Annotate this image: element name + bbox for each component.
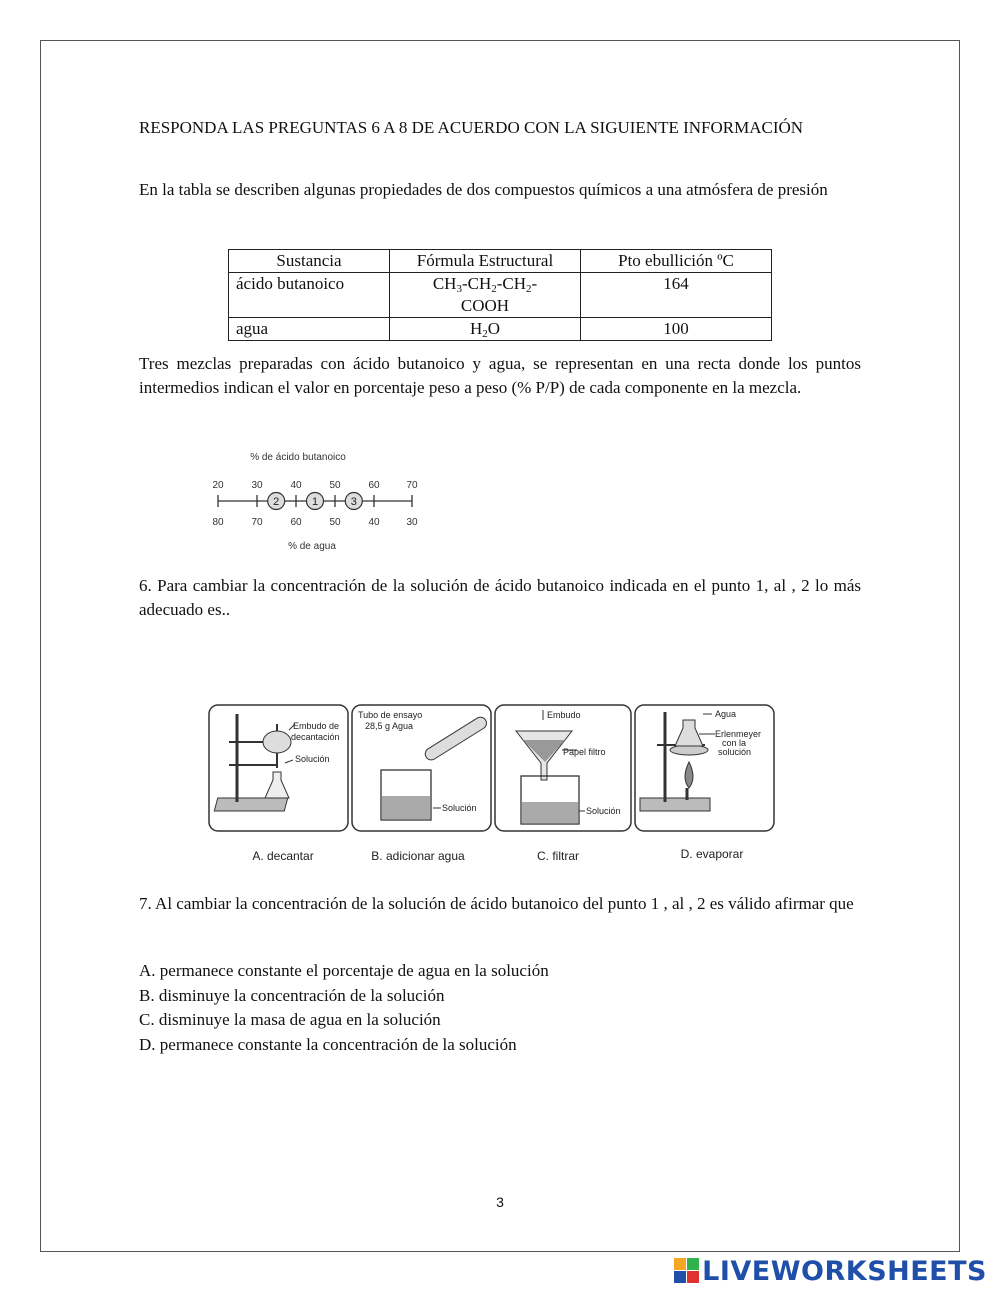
label-text: Papel filtro [563, 747, 606, 757]
tick-label: 30 [251, 480, 263, 491]
stand-base-icon [214, 798, 287, 811]
label-text: Solución [295, 754, 330, 764]
caption-evaporar: D. evaporar [680, 847, 744, 861]
caption-adicionar-agua: B. adicionar agua [371, 849, 465, 863]
header-substance: Sustancia [229, 250, 390, 273]
tick-label: 70 [251, 517, 263, 528]
tick-label: 60 [290, 517, 302, 528]
label-text: con la [722, 738, 747, 748]
option-a[interactable]: A. permanece constante el porcentaje de agua en la solución [139, 961, 549, 980]
caption-filtrar: C. filtrar [537, 849, 579, 863]
brand-name: LIVEWORKSHEETS [702, 1255, 987, 1287]
cell-boiling-point: 100 [581, 318, 772, 341]
logo-blocks-icon [674, 1258, 700, 1284]
separatory-funnel-icon [263, 731, 291, 753]
test-tube-icon [423, 715, 489, 762]
tick-label: 30 [406, 517, 418, 528]
label-text: Embudo de [293, 721, 340, 731]
erlenmeyer-icon [675, 720, 703, 746]
panel-filtrar [495, 705, 631, 863]
label-text: Solución [586, 806, 621, 816]
option-d[interactable]: D. permanece constante la concentración de la solución [139, 1034, 517, 1054]
properties-table [228, 249, 772, 341]
tick-label: 60 [368, 480, 380, 491]
panel-adicionar-agua [352, 705, 491, 863]
label-text: Erlenmeyer [715, 729, 762, 739]
header-boiling-point: Pto ebullición ºC [581, 250, 772, 273]
header-formula: Fórmula Estructural [390, 250, 581, 273]
cell-substance: ácido butanoico [229, 273, 390, 318]
tick-label: 20 [212, 480, 224, 491]
mixture-point-label: 3 [350, 496, 357, 508]
panel-decantar [209, 705, 348, 863]
flask-icon [265, 772, 289, 798]
table-row [229, 318, 772, 341]
tick-label: 40 [290, 480, 302, 491]
cell-formula-butanoic: $CH_3-CH_2-CH_2-$ COOH [390, 273, 581, 318]
intro-text: En la tabla se describen algunas propiedades de dos compuestos químicos a una atmósfera de presión [139, 180, 828, 199]
lab-procedures-figure [205, 700, 780, 870]
liveworksheets-logo [674, 1256, 987, 1286]
label-text: Tubo de ensayo [358, 710, 423, 720]
label-text: Agua [715, 709, 737, 719]
tick-label: 40 [368, 517, 380, 528]
question-6: 6. Para cambiar la concentración de la solución de ácido butanoico indicada en el punto 1, al , 2 lo más adecuado es.. [139, 576, 861, 619]
option-c[interactable]: C. disminuye la masa de agua en la solución [139, 1010, 441, 1029]
panel-evaporar [635, 705, 774, 861]
tick-label: 80 [212, 517, 224, 528]
question-7: 7. Al cambiar la concentración de la solución de ácido butanoico del punto 1 , al , 2 es válido afirmar que [139, 894, 854, 913]
stand-base-icon [640, 798, 710, 811]
acid-axis-label: % de ácido butanoico [250, 452, 346, 463]
mixtures-text: Tres mezclas preparadas con ácido butanoico y agua, se representan en una recta donde los puntos intermedios indican el valor en porcentaje peso a peso (% P/P) de cada componente en la mezcla. [139, 354, 861, 397]
question-7-options [139, 959, 549, 1057]
flame-icon [685, 762, 693, 788]
cell-boiling-point: 164 [581, 273, 772, 318]
tick-label: 70 [406, 480, 418, 491]
label-text: decantación [291, 732, 340, 742]
cell-formula-water: $H_2O$ [390, 318, 581, 341]
number-line-figure [200, 444, 440, 559]
tick-label: 50 [329, 480, 341, 491]
mixture-point-label: 2 [273, 496, 280, 508]
page-frame [40, 40, 960, 1252]
label-text: Embudo [547, 710, 581, 720]
tick-label: 50 [329, 517, 341, 528]
water-axis-label: % de agua [288, 541, 336, 552]
table-header-row [229, 250, 772, 273]
label-text: 28,5 g Agua [365, 721, 414, 731]
caption-decantar: A. decantar [252, 849, 314, 863]
table-row [229, 273, 772, 318]
cell-substance: agua [229, 318, 390, 341]
page-number: 3 [496, 1194, 504, 1210]
label-text: solución [718, 747, 752, 757]
label-text: Solución [442, 803, 477, 813]
mixture-point-label: 1 [311, 496, 319, 508]
option-b[interactable]: B. disminuye la concentración de la solución [139, 985, 445, 1005]
section-heading: RESPONDA LAS PREGUNTAS 6 A 8 DE ACUERDO CON LA SIGUIENTE INFORMACIÓN [139, 118, 804, 137]
